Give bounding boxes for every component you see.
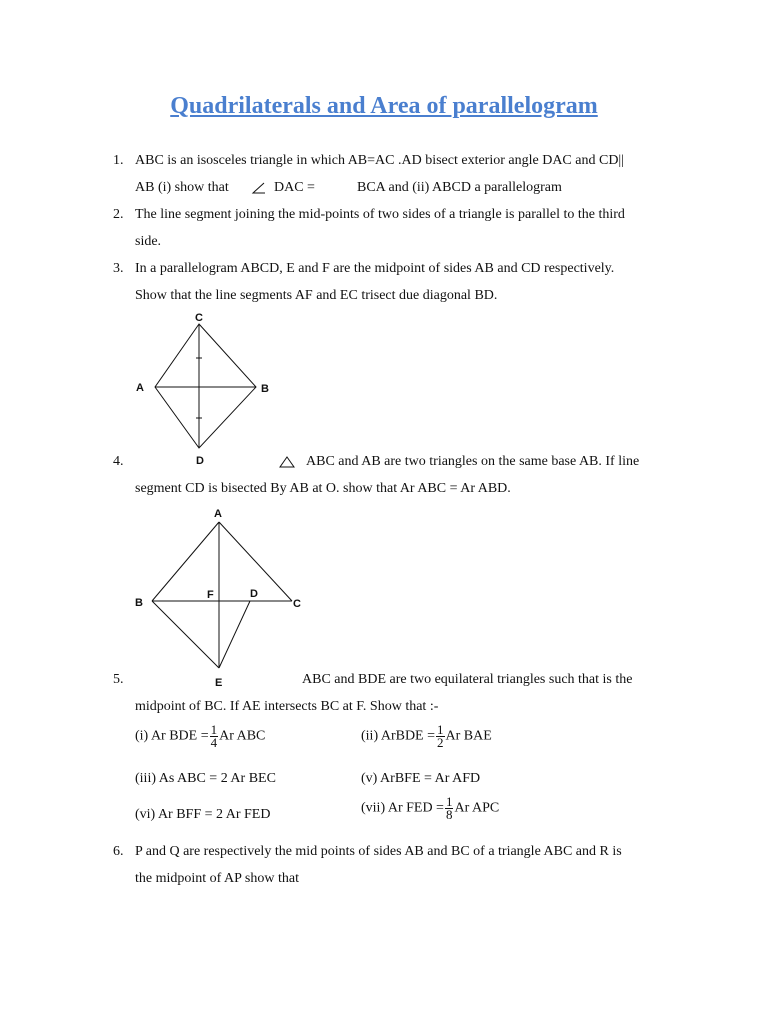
question-2-number: 2. xyxy=(113,207,124,222)
label-c: C xyxy=(195,312,203,324)
question-5-part-iii: (iii) As ABC = 2 Ar BEC xyxy=(135,771,276,786)
label-d: D xyxy=(196,455,204,467)
label-b: B xyxy=(135,597,143,609)
segment-be xyxy=(152,601,219,668)
question-5-part-v: (v) ArBFE = Ar AFD xyxy=(361,771,481,786)
fraction xyxy=(436,724,445,749)
triangle-icon xyxy=(279,455,295,469)
rhombus-outline xyxy=(155,324,256,448)
part-ii-prefix: (ii) ArBDE = xyxy=(361,728,435,744)
question-3-number: 3. xyxy=(113,261,124,276)
question-6-line-2: the midpoint of AP show that xyxy=(135,871,299,886)
figure-triangles xyxy=(130,502,310,692)
label-a: A xyxy=(136,382,144,394)
figure-rhombus xyxy=(130,308,280,470)
question-5-part-ii xyxy=(361,724,492,749)
question-5-part-i xyxy=(135,724,265,749)
fraction-denominator: 2 xyxy=(437,735,444,750)
fraction-denominator: 4 xyxy=(210,735,218,750)
question-2-line-2: side. xyxy=(135,234,162,249)
fraction xyxy=(445,796,454,821)
question-5-part-vii xyxy=(361,796,499,821)
segment-de xyxy=(219,601,250,668)
angle-icon xyxy=(250,181,266,195)
question-1-line-2c: BCA and (ii) ABCD a parallelogram xyxy=(357,180,562,195)
part-vii-prefix: (vii) Ar FED = xyxy=(361,800,444,816)
label-c: C xyxy=(293,598,301,610)
question-5-line-1: ABC and BDE are two equilateral triangles such that is the xyxy=(302,672,633,687)
question-1-number: 1. xyxy=(113,153,124,168)
question-3-line-2: Show that the line segments AF and EC trisect due diagonal BD. xyxy=(135,288,498,303)
question-6-number: 6. xyxy=(113,844,124,859)
question-1-line-2a: AB (i) show that xyxy=(135,180,229,195)
question-5-line-2: midpoint of BC. If AE intersects BC at F. Show that :- xyxy=(135,699,439,714)
fraction-numerator: 1 xyxy=(210,722,218,737)
question-1-line-1: ABC is an isosceles triangle in which AB=AC .AD bisect exterior angle DAC and CD|| xyxy=(135,153,625,168)
part-ii-suffix: Ar BAE xyxy=(445,728,492,744)
question-4-line-1: ABC and AB are two triangles on the same base AB. If line xyxy=(306,454,640,469)
part-i-prefix: (i) Ar BDE = xyxy=(135,728,209,744)
question-1-line-2b: DAC = xyxy=(274,180,315,195)
fraction-denominator: 8 xyxy=(445,807,453,822)
question-6-line-1: P and Q are respectively the mid points of sides AB and BC of a triangle ABC and R is xyxy=(135,844,622,859)
question-5-number: 5. xyxy=(113,672,124,687)
label-a: A xyxy=(214,508,222,520)
part-i-suffix: Ar ABC xyxy=(219,728,266,744)
fraction-numerator: 1 xyxy=(445,794,453,809)
page-title: Quadrilaterals and Area of parallelogram xyxy=(170,93,598,119)
label-b: B xyxy=(261,383,269,395)
label-d: D xyxy=(250,588,258,600)
part-vii-suffix: Ar APC xyxy=(454,800,500,816)
question-3-line-1: In a parallelogram ABCD, E and F are the midpoint of sides AB and CD respectively. xyxy=(135,261,615,276)
question-4-number: 4. xyxy=(113,454,124,469)
question-4-line-2: segment CD is bisected By AB at O. show that Ar ABC = Ar ABD. xyxy=(135,481,511,496)
label-e: E xyxy=(215,677,223,689)
question-2-line-1: The line segment joining the mid-points of two sides of a triangle is parallel to the third xyxy=(135,207,625,222)
fraction-numerator: 1 xyxy=(437,722,444,737)
label-f: F xyxy=(207,589,214,601)
fraction xyxy=(210,724,219,749)
question-5-part-vi: (vi) Ar BFF = 2 Ar FED xyxy=(135,807,271,822)
